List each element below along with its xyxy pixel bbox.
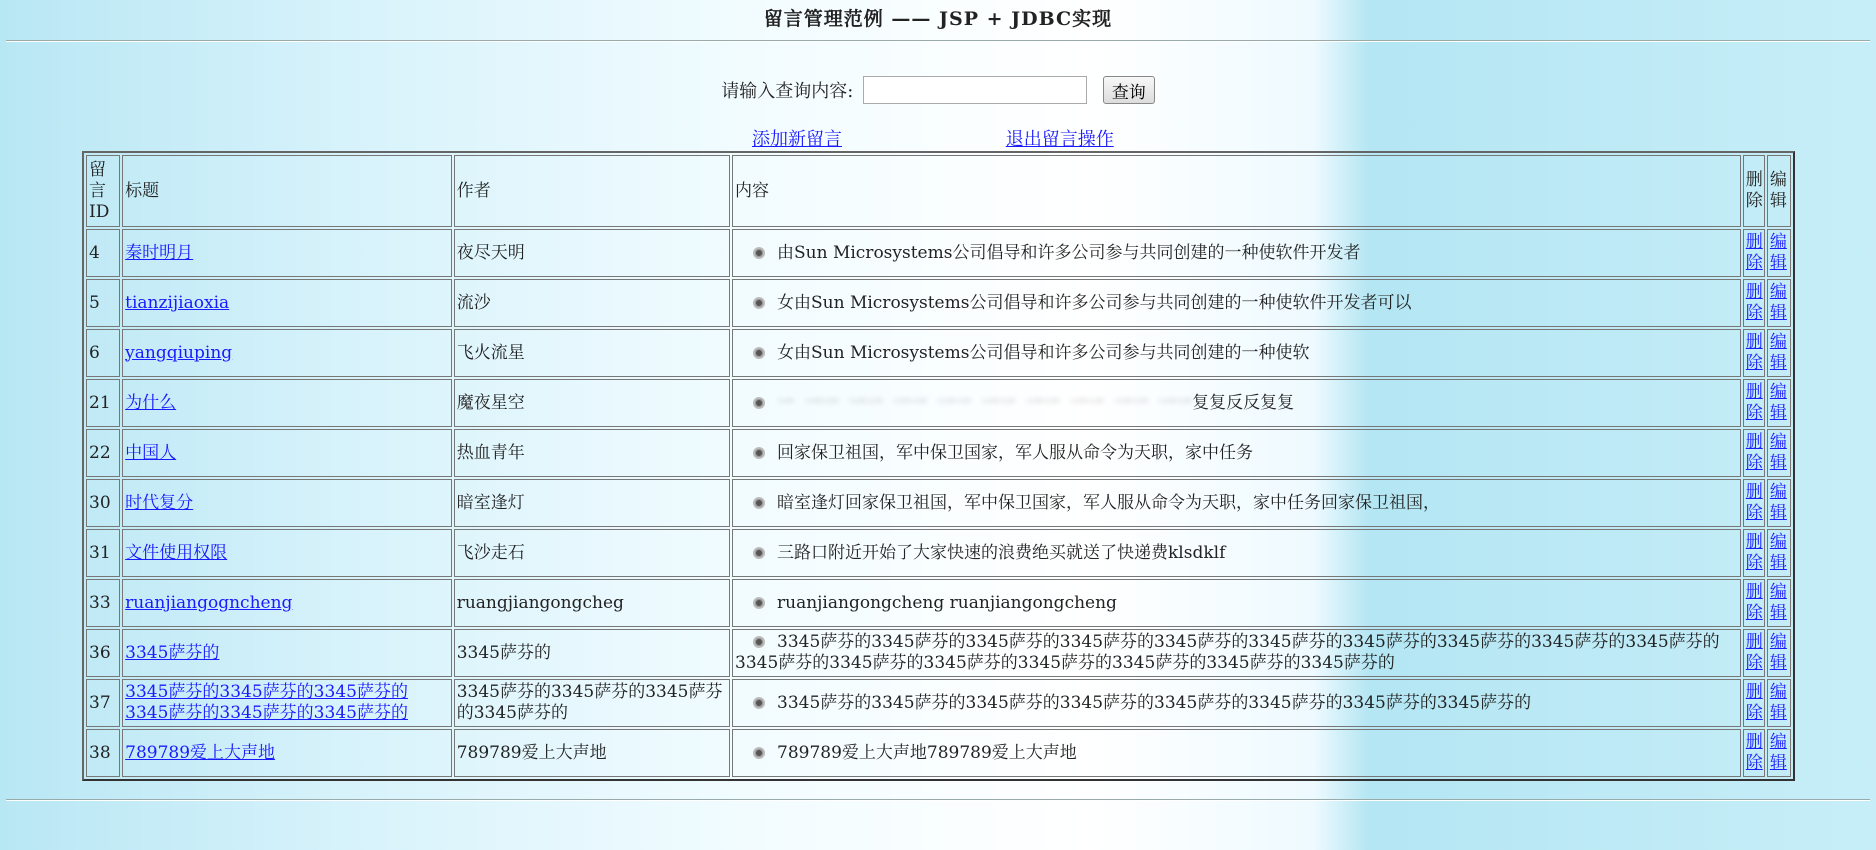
delete-link[interactable]: 删除 <box>1745 482 1763 523</box>
table-row <box>86 629 1791 677</box>
row-title-link[interactable]: ruanjiangogncheng <box>125 592 293 613</box>
search-bar <box>0 76 1876 104</box>
row-title-link[interactable]: 中国人 <box>125 442 177 463</box>
row-id: 36 <box>86 629 120 677</box>
row-content <box>732 429 1741 477</box>
row-author: 飞沙走石 <box>454 529 730 577</box>
header-author: 作者 <box>454 155 730 227</box>
row-content-text: 3345萨芬的3345萨芬的3345萨芬的3345萨芬的3345萨芬的3345萨芬的3345萨芬的3345萨芬的 <box>777 692 1532 713</box>
edit-link[interactable]: 编辑 <box>1769 382 1787 423</box>
bullet-icon <box>753 397 765 409</box>
delete-link[interactable]: 删除 <box>1745 682 1763 723</box>
row-content-text: 由Sun Microsystems公司倡导和许多公司参与共同创建的一种使软件开发者 <box>777 242 1361 263</box>
row-author: 789789爱上大声地 <box>454 729 730 777</box>
bullet-icon <box>753 547 765 559</box>
table-row <box>86 579 1791 627</box>
delete-link[interactable]: 删除 <box>1745 532 1763 573</box>
row-content <box>732 479 1741 527</box>
table-row <box>86 379 1791 427</box>
row-title-link[interactable]: yangqiuping <box>125 342 233 363</box>
row-id: 22 <box>86 429 120 477</box>
row-id: 31 <box>86 529 120 577</box>
bullet-icon <box>753 347 765 359</box>
search-input[interactable] <box>863 76 1087 104</box>
row-content-text: ruanjiangongcheng ruanjiangongcheng <box>777 592 1117 613</box>
edit-link[interactable]: 编辑 <box>1769 432 1787 473</box>
row-id: 5 <box>86 279 120 327</box>
bullet-icon <box>753 636 765 648</box>
row-id: 38 <box>86 729 120 777</box>
header-id: 留言ID <box>86 155 120 227</box>
edit-link[interactable]: 编辑 <box>1769 482 1787 523</box>
bullet-icon <box>753 447 765 459</box>
row-title-link[interactable]: 秦时明月 <box>125 242 194 263</box>
bullet-icon <box>753 297 765 309</box>
edit-link[interactable]: 编辑 <box>1769 632 1787 673</box>
row-content <box>732 729 1741 777</box>
row-content-text: 复复反反复复 <box>1192 392 1295 413</box>
row-content <box>732 229 1741 277</box>
table-row <box>86 279 1791 327</box>
edit-link[interactable]: 编辑 <box>1769 582 1787 623</box>
row-content <box>732 279 1741 327</box>
bullet-icon <box>753 747 765 759</box>
header-content: 内容 <box>732 155 1741 227</box>
edit-link[interactable]: 编辑 <box>1769 732 1787 773</box>
bottom-divider <box>6 799 1870 801</box>
row-content-text: 789789爱上大声地789789爱上大声地 <box>777 742 1077 763</box>
page-title: 留言管理范例 —— JSP + JDBC实现 <box>763 8 1113 30</box>
row-content <box>732 629 1741 677</box>
table-row <box>86 729 1791 777</box>
delete-link[interactable]: 删除 <box>1745 232 1763 273</box>
header-edit: 编辑 <box>1767 155 1791 227</box>
add-message-link[interactable]: 添加新留言 <box>752 129 842 150</box>
delete-link[interactable]: 删除 <box>1745 432 1763 473</box>
exit-link[interactable]: 退出留言操作 <box>1005 129 1114 150</box>
row-author: 热血青年 <box>454 429 730 477</box>
action-links <box>752 125 1114 151</box>
row-id: 4 <box>86 229 120 277</box>
edit-link[interactable]: 编辑 <box>1769 232 1787 273</box>
bullet-icon <box>753 597 765 609</box>
row-content-text: 3345萨芬的3345萨芬的3345萨芬的3345萨芬的3345萨芬的3345萨芬的3345萨芬的3345萨芬的3345萨芬的3345萨芬的3345萨芬的3345萨芬的3345萨芬的3345萨芬的3345萨芬的3345萨芬的3345萨芬的 <box>735 632 1720 673</box>
row-id: 6 <box>86 329 120 377</box>
table-row <box>86 429 1791 477</box>
delete-link[interactable]: 删除 <box>1745 332 1763 373</box>
table-header-row <box>86 155 1791 227</box>
row-author: 3345萨芬的3345萨芬的3345萨芬的3345萨芬的 <box>454 679 730 727</box>
row-title-link[interactable]: 789789爱上大声地 <box>125 742 276 763</box>
row-author: 夜尽天明 <box>454 229 730 277</box>
row-author: ruangjiangongcheg <box>454 579 730 627</box>
row-author: 流沙 <box>454 279 730 327</box>
table-row <box>86 529 1791 577</box>
delete-link[interactable]: 删除 <box>1745 382 1763 423</box>
bullet-icon <box>753 497 765 509</box>
row-title-link[interactable]: 3345萨芬的 <box>125 642 220 663</box>
delete-link[interactable]: 删除 <box>1745 582 1763 623</box>
table-row <box>86 329 1791 377</box>
row-id: 21 <box>86 379 120 427</box>
edit-link[interactable]: 编辑 <box>1769 682 1787 723</box>
edit-link[interactable]: 编辑 <box>1769 282 1787 323</box>
row-title-link[interactable]: 时代复分 <box>125 492 194 513</box>
messages-table <box>82 151 1795 781</box>
row-content-text: 暗室逢灯回家保卫祖国，军中保卫国家，军人服从命令为天职，家中任务回家保卫祖国， <box>777 492 1440 513</box>
row-content-text: 女由Sun Microsystems公司倡导和许多公司参与共同创建的一种使软 <box>777 342 1310 363</box>
bullet-icon <box>753 697 765 709</box>
header-title: 标题 <box>122 155 452 227</box>
row-id: 30 <box>86 479 120 527</box>
search-label: 请输入查询内容: <box>721 81 854 102</box>
delete-link[interactable]: 删除 <box>1745 282 1763 323</box>
row-content <box>732 679 1741 727</box>
row-title-link[interactable]: 文件使用权限 <box>125 542 228 563</box>
table-row <box>86 479 1791 527</box>
row-author: 3345萨芬的 <box>454 629 730 677</box>
search-button[interactable]: 查询 <box>1103 76 1155 104</box>
delete-link[interactable]: 删除 <box>1745 732 1763 773</box>
edit-link[interactable]: 编辑 <box>1769 532 1787 573</box>
row-content-text: 女由Sun Microsystems公司倡导和许多公司参与共同创建的一种使软件开发者可以 <box>777 292 1412 313</box>
header-delete: 删除 <box>1743 155 1765 227</box>
row-author: 魔夜星空 <box>454 379 730 427</box>
delete-link[interactable]: 删除 <box>1745 632 1763 673</box>
row-id: 37 <box>86 679 120 727</box>
row-content <box>732 579 1741 627</box>
row-content <box>732 329 1741 377</box>
row-id: 33 <box>86 579 120 627</box>
row-content <box>732 529 1741 577</box>
blurred-text: 一 一一 一一 一一 一一 一一 一一 一一 一一 一一 <box>777 392 1193 413</box>
row-content-text: 三路口附近开始了大家快速的浪费绝买就送了快递费klsdklf <box>777 542 1226 563</box>
row-title-link[interactable]: tianzijiaoxia <box>125 292 230 313</box>
table-row <box>86 679 1791 727</box>
row-content-text: 回家保卫祖国，军中保卫国家，军人服从命令为天职，家中任务 <box>777 442 1253 463</box>
top-divider <box>6 40 1870 42</box>
bullet-icon <box>753 247 765 259</box>
row-title-link[interactable]: 为什么 <box>125 392 177 413</box>
row-author: 飞火流星 <box>454 329 730 377</box>
edit-link[interactable]: 编辑 <box>1769 332 1787 373</box>
table-row <box>86 229 1791 277</box>
row-content <box>732 379 1741 427</box>
row-title-link[interactable]: 3345萨芬的3345萨芬的3345萨芬的3345萨芬的3345萨芬的3345萨芬的 <box>125 682 408 723</box>
row-author: 暗室逢灯 <box>454 479 730 527</box>
